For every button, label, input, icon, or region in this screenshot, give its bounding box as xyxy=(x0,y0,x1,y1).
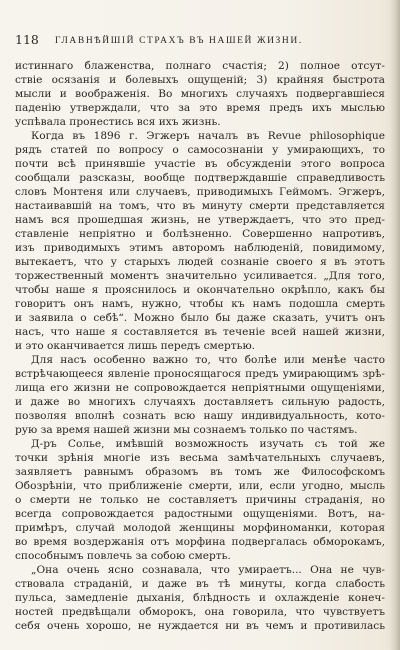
text-line: примѣръ, случай молодой женщины морфиноманки, которая xyxy=(15,522,385,534)
text-line: истиннаго блаженства, полнаго счастія; 2) полное отсут- xyxy=(15,60,385,72)
text-line: рядъ статей по вопросу о самосознаніи у умирающихъ, то xyxy=(15,144,385,156)
text-line: намъ вся прошедшая жизнь, не утверждаетъ, что это пред- xyxy=(15,214,385,226)
text-line: паденію утверждали, что за это время предъ ихъ мыслью xyxy=(15,102,385,114)
text-line: рую за время нашей жизни мы сознаемъ только по частямъ. xyxy=(15,424,358,436)
text-line: чтобы наше я прояснилось и окончательно окрѣпло, какъ бы xyxy=(15,284,385,296)
text-line: точки зрѣнія многіе изъ весьма замѣчательныхъ случаевъ, xyxy=(15,452,385,464)
text-line: словъ Монтеня или случаевъ, приводимыхъ Геймомъ. Эгжеръ, xyxy=(15,186,385,198)
text-line: и это оканчивается лишь передъ смертью. xyxy=(15,340,256,352)
text-line: пульса, замедленіе дыханія, блѣдность и охлажденіе конеч- xyxy=(15,592,385,604)
text-line: лища его жизни не сопровождается непріятными ощущеніями, xyxy=(15,382,385,394)
text-line: способнымъ повлечь за собою смерть. xyxy=(15,550,231,562)
text-line: о смерти не только не составляетъ причины страданія, но xyxy=(15,494,385,506)
page-number: 118 xyxy=(15,32,39,47)
text-line: всегда сопровождается радостными ощущеніями. Вотъ, на- xyxy=(15,508,385,520)
text-line: и заявила о себѣ“. Можно было бы даже сказать, учитъ онъ xyxy=(15,312,385,324)
text-line: заявляетъ равнымъ образомъ въ томъ же Философскомъ xyxy=(15,466,385,478)
text-line: Когда въ 1896 г. Эгжеръ началъ въ Revue philosophique xyxy=(31,130,385,142)
text-line: позволяя вполнѣ сознать всю нашу индивидуальность, кото- xyxy=(15,410,385,422)
text-line: мысли и воображенія. Во многихъ случаяхъ подвергавшіеся xyxy=(15,88,385,100)
text-line: торжественный моментъ значительно усиливается. „Для того, xyxy=(15,270,385,282)
text-line: изъ приводимыхъ этимъ авторомъ наблюденій, повидимому, xyxy=(15,242,385,254)
text-line: насъ, что наше я составляется въ теченіе всей нашей жизни, xyxy=(15,326,385,338)
text-line: говоритъ онъ намъ, нужно, чтобы къ намъ подошла смерть xyxy=(15,298,385,310)
text-line: „Она очень ясно сознавала, что умираетъ... Она не чув- xyxy=(31,564,385,576)
text-line: и даже во многихъ случаяхъ доставляетъ сильную радость, xyxy=(15,396,385,408)
text-line: встрѣчающееся явленіе проносящагося предъ умирающимъ зрѣ- xyxy=(15,368,385,380)
text-line: настаивавшій на томъ, что въ минуту смерти представляется xyxy=(15,200,385,212)
text-line: себя очень хорошо, не нуждается ни въ чемъ и противилась xyxy=(15,620,385,632)
running-title: ГЛАВНѢЙШІЙ СТРАХЪ ВЪ НАШЕЙ ЖИЗНИ. xyxy=(55,36,303,46)
text-line: успѣвала пронестись вся ихъ жизнь. xyxy=(15,116,221,128)
text-line: ствіе осязанія и болевыхъ ощущеній; 3) крайняя быстрота xyxy=(15,74,385,86)
text-line: сообщали разсказы, вообще подтверждавшіе справедливость xyxy=(15,172,385,184)
text-line: вытекаетъ, что у старыхъ людей сознаніе своего я въ этотъ xyxy=(15,256,385,268)
text-line: Обозрѣніи, что приближеніе смерти, или, если угодно, мысль xyxy=(15,480,385,492)
text-line: Д-ръ Сольe, имѣвшій возможность изучать съ той же xyxy=(31,438,385,450)
text-line: почти всѣ принявшіе участіе въ обсужденіи этого вопроса xyxy=(15,158,385,170)
text-line: ствовала страданій, и даже въ тѣ минуты, когда слабость xyxy=(15,578,385,590)
body-text xyxy=(15,59,385,633)
page-edge-shadow xyxy=(390,0,400,650)
text-line: ставленіе непріятно и болѣзненно. Совершенно напротивъ, xyxy=(15,228,385,240)
page-header xyxy=(15,31,385,49)
text-line: во время воздержанія отъ морфина подвергалась обморокамъ, xyxy=(15,536,385,548)
text-line: ностей предвѣщали обморокъ, она говорила, что чувствуетъ xyxy=(15,606,385,618)
text-line: Для насъ особенно важно то, что болѣе или менѣе часто xyxy=(31,354,385,366)
